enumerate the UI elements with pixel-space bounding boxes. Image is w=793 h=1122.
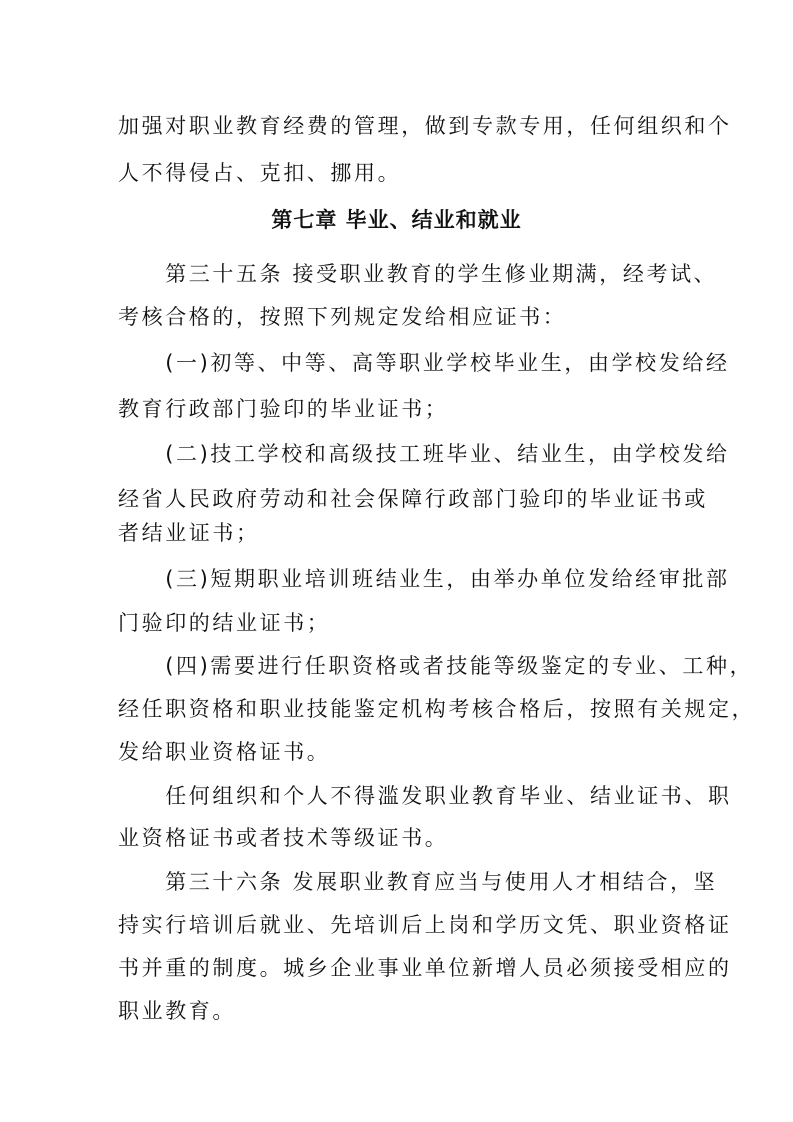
body-text-line: 任何组织和个人不得滥发职业教育毕业、结业证书、职 <box>118 784 732 808</box>
article-36-line: 第三十六条 发展职业教育应当与使用人才相结合，坚 <box>118 870 718 894</box>
body-text-line: 人不得侵占、克扣、挪用。 <box>118 161 402 185</box>
item-1-line: 教育行政部门验印的毕业证书； <box>118 397 449 421</box>
item-2-line: (二)技工学校和高级技工班毕业、结业生，由学校发给 <box>118 442 730 466</box>
article-35-line: 第三十五条 接受职业教育的学生修业期满，经考试、 <box>118 262 718 286</box>
item-3-line: 门验印的结业证书； <box>118 611 331 635</box>
article-36-line: 职业教育。 <box>118 999 236 1023</box>
article-36-line: 持实行培训后就业、先培训后上岗和学历文凭、职业资格证 <box>118 913 732 937</box>
item-4-line: (四)需要进行任职资格或者技能等级鉴定的专业、工种， <box>118 654 754 678</box>
body-text-line: 加强对职业教育经费的管理，做到专款专用，任何组织和个 <box>118 114 732 138</box>
item-4-line: 经任职资格和职业技能鉴定机构考核合格后，按照有关规定， <box>118 697 756 721</box>
item-2-line: 者结业证书； <box>118 521 260 545</box>
item-3-line: (三)短期职业培训班结业生，由举办单位发给经审批部 <box>118 567 730 591</box>
article-36-line: 书并重的制度。城乡企业事业单位新增人员必须接受相应的 <box>118 956 732 980</box>
body-text-line: 业资格证书或者技术等级证书。 <box>118 826 449 850</box>
article-35-line: 考核合格的，按照下列规定发给相应证书： <box>118 305 567 329</box>
item-2-line: 经省人民政府劳动和社会保障行政部门验印的毕业证书或 <box>118 487 708 511</box>
chapter-heading: 第七章 毕业、结业和就业 <box>271 208 522 232</box>
item-1-line: (一)初等、中等、高等职业学校毕业生，由学校发给经 <box>118 351 730 375</box>
item-4-line: 发给职业资格证书。 <box>118 740 331 764</box>
